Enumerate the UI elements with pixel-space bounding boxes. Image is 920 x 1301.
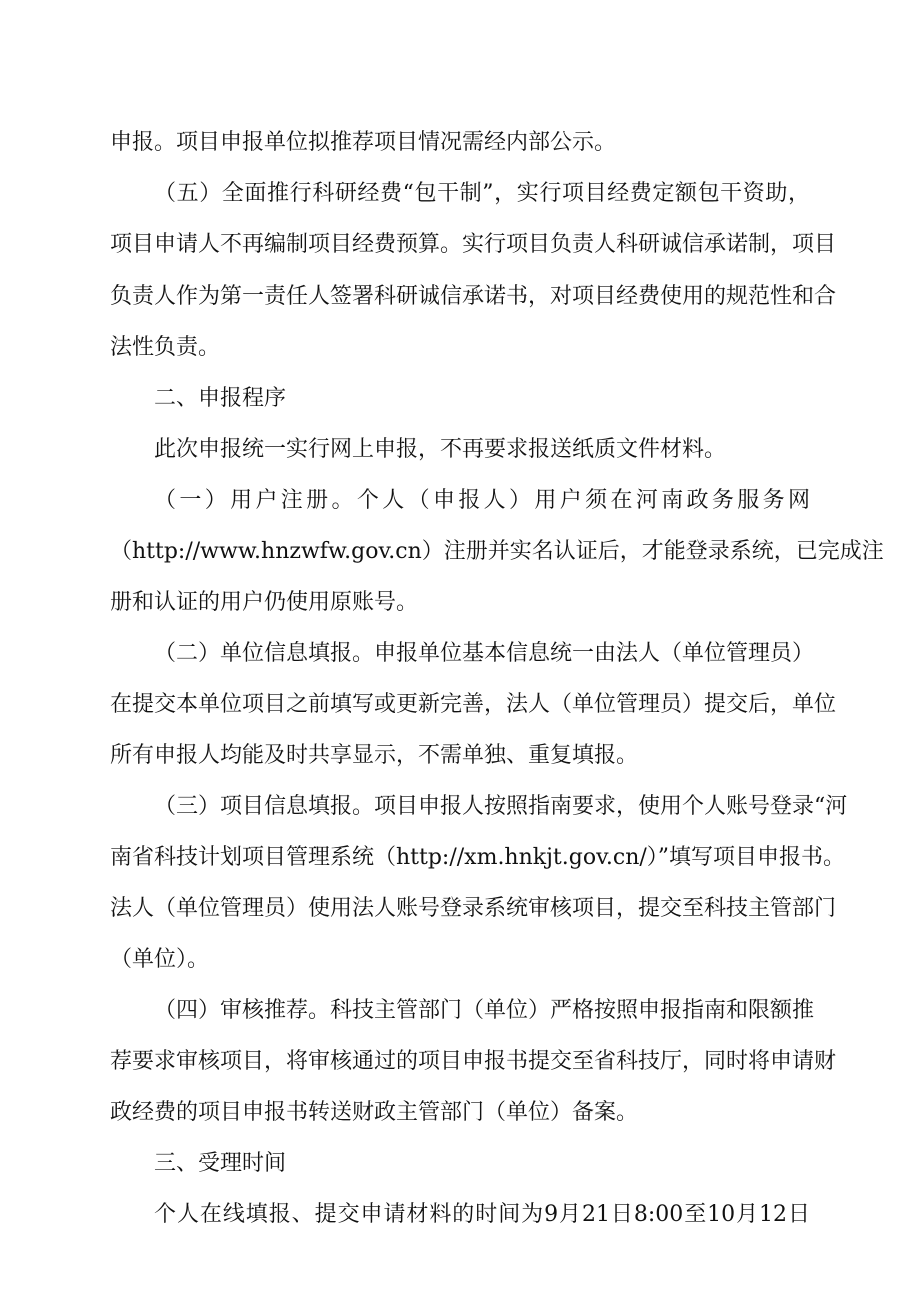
- text-line: （单位）。: [110, 947, 210, 972]
- text-line: 南省科技计划项目管理系统（http://xm.hnkjt.gov.cn/）”填写项目申报书。: [110, 845, 846, 870]
- text-line: 法人（单位管理员）使用法人账号登录系统审核项目，提交至科技主管部门: [110, 896, 837, 921]
- text-line: 政经费的项目申报书转送财政主管部门（单位）备案。: [110, 1100, 639, 1125]
- text-line: 所有申报人均能及时共享显示，不需单独、重复填报。: [110, 743, 639, 768]
- text-line: 申报。项目申报单位拟推荐项目情况需经内部公示。: [110, 130, 617, 155]
- text-line: 在提交本单位项目之前填写或更新完善，法人（单位管理员）提交后，单位: [110, 692, 837, 717]
- section-heading: 三、受理时间: [154, 1151, 287, 1176]
- text-line: 法性负责。: [110, 335, 221, 360]
- text-line: （三）项目信息填报。项目申报人按照指南要求，使用个人账号登录“河: [154, 794, 848, 819]
- text-line: （二）单位信息填报。申报单位基本信息统一由法人（单位管理员）: [154, 641, 815, 666]
- text-line: （http://www.hnzwfw.gov.cn）注册并实名认证后，才能登录系统，已完成注: [110, 539, 884, 564]
- text-line: 个人在线填报、提交申请材料的时间为9月21日8:00至10月12日: [154, 1202, 810, 1227]
- text-line: 项目申请人不再编制项目经费预算。实行项目负责人科研诚信承诺制，项目: [110, 232, 837, 257]
- text-line: （五）全面推行科研经费“包干制”，实行项目经费定额包干资助，: [154, 181, 810, 206]
- section-heading: 二、申报程序: [154, 386, 287, 411]
- text-line: 此次申报统一实行网上申报，不再要求报送纸质文件材料。: [154, 437, 727, 462]
- text-line: 荐要求审核项目，将审核通过的项目申报书提交至省科技厅，同时将申请财: [110, 1049, 837, 1074]
- text-line: 负责人作为第一责任人签署科研诚信承诺书，对项目经费使用的规范性和合: [110, 284, 837, 309]
- text-line: （四）审核推荐。科技主管部门（单位）严格按照申报指南和限额推: [154, 998, 815, 1023]
- text-line: 册和认证的用户仍使用原账号。: [110, 590, 419, 615]
- text-line: （一）用户注册。个人（申报人）用户须在河南政务服务网: [154, 488, 810, 513]
